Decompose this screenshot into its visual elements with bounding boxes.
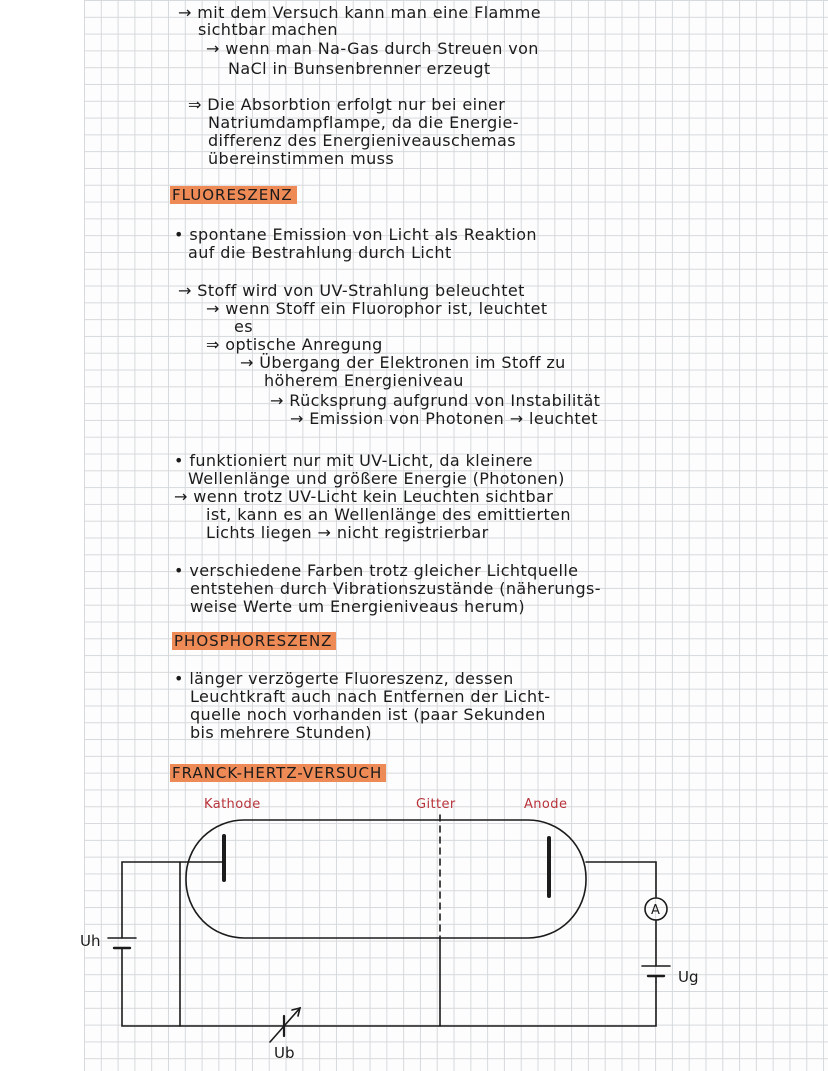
note-line: auf die Bestrahlung durch Licht: [188, 243, 452, 262]
note-line: weise Werte um Energieniveaus herum): [190, 597, 525, 616]
note-line: NaCl in Bunsenbrenner erzeugt: [228, 59, 491, 78]
note-line: Wellenlänge und größere Energie (Photonen): [188, 469, 565, 488]
heading-franck-hertz: FRANCK-HERTZ-VERSUCH: [170, 764, 386, 782]
note-line: höherem Energieniveau: [264, 371, 464, 390]
note-line: → Emission von Photonen → leuchtet: [290, 409, 598, 428]
note-line: • länger verzögerte Fluoreszenz, dessen: [174, 669, 514, 688]
note-line: → mit dem Versuch kann man eine Flamme: [178, 3, 541, 22]
ammeter-label: A: [651, 903, 660, 918]
heating-wire-lower: [122, 862, 180, 1026]
note-line: übereinstimmen muss: [208, 149, 395, 168]
variable-arrow: [270, 1008, 300, 1042]
heading-phosphoreszenz: PHOSPHORESZENZ: [172, 632, 336, 650]
note-line: • funktioniert nur mit UV-Licht, da kleinere: [174, 451, 533, 470]
note-line: quelle noch vorhanden ist (paar Sekunden: [190, 705, 546, 724]
note-line: Natriumdampflampe, da die Energie-: [208, 113, 519, 132]
label-uh: Uh: [80, 932, 101, 950]
note-line: ⇒ optische Anregung: [206, 335, 383, 354]
note-line: Leuchtkraft auch nach Entfernen der Licht-: [190, 687, 551, 706]
note-line: → wenn Stoff ein Fluorophor ist, leuchtet: [206, 299, 548, 318]
note-line: Lichts liegen → nicht registrierbar: [206, 523, 489, 542]
label-gitter: Gitter: [416, 797, 456, 812]
note-line: ist, kann es an Wellenlänge des emittierten: [206, 505, 571, 524]
note-line: bis mehrere Stunden): [190, 723, 372, 742]
note-line: ⇒ Die Absorbtion erfolgt nur bei einer: [188, 95, 506, 114]
note-line: sichtbar machen: [198, 20, 338, 39]
label-kathode: Kathode: [204, 797, 261, 812]
note-line: → Übergang der Elektronen im Stoff zu: [240, 353, 566, 372]
label-anode: Anode: [524, 797, 568, 812]
note-line: → Stoff wird von UV-Strahlung beleuchtet: [178, 281, 525, 300]
note-line: differenz des Energieniveauschemas: [208, 131, 516, 150]
note-line: → wenn trotz UV-Licht kein Leuchten sichtbar: [174, 487, 554, 506]
anode-wire: [586, 862, 656, 897]
note-line: • verschiedene Farben trotz gleicher Lichtquelle: [174, 561, 579, 580]
note-line: → wenn man Na-Gas durch Streuen von: [206, 39, 539, 58]
note-line: entstehen durch Vibrationszustände (näherungs-: [190, 579, 601, 598]
label-ug: Ug: [678, 968, 699, 986]
note-line: → Rücksprung aufgrund von Instabilität: [270, 391, 601, 410]
note-line: • spontane Emission von Licht als Reaktion: [174, 225, 537, 244]
tube-outline: [186, 820, 586, 938]
label-ub: Ub: [274, 1044, 295, 1062]
bottom-wire: [180, 982, 656, 1026]
heading-fluoreszenz: FLUORESZENZ: [170, 186, 297, 204]
note-line: es: [234, 317, 253, 336]
